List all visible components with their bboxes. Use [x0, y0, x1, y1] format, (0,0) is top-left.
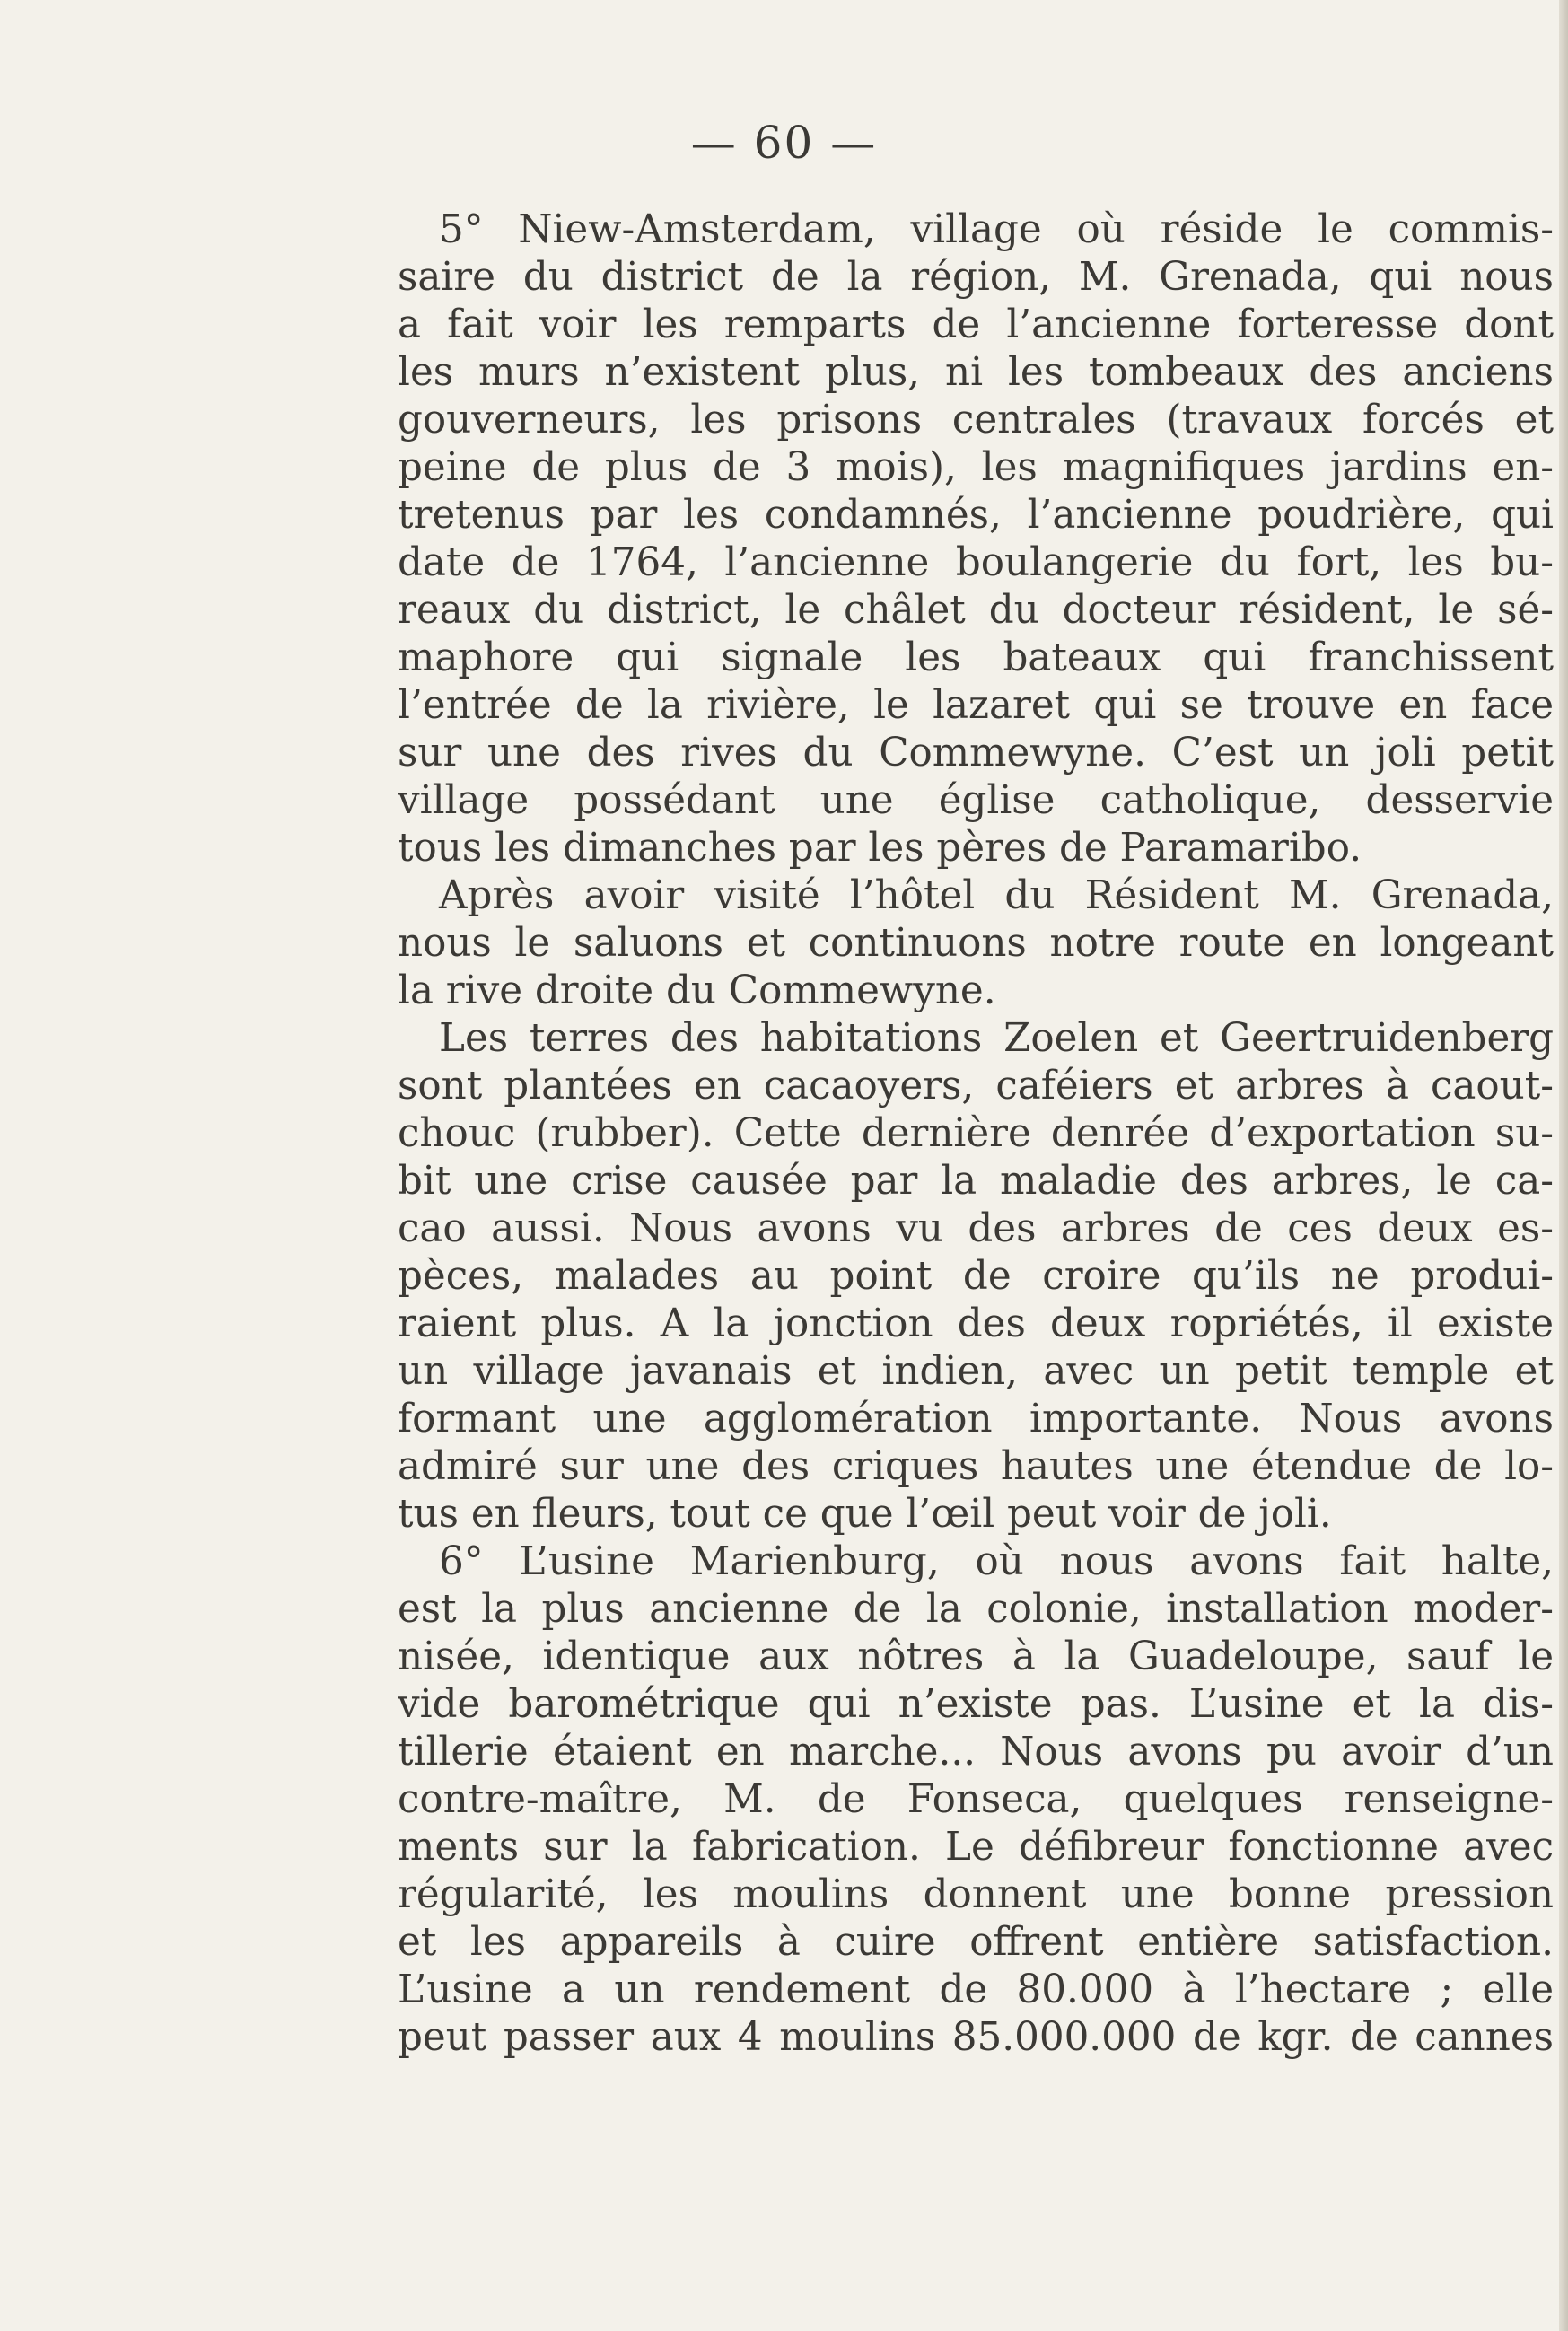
text-line: bit une crise causée par la maladie des arbres, le ca- [398, 1159, 1554, 1204]
text-line: vide barométrique qui n’existe pas. L’usine et la dis- [398, 1682, 1554, 1727]
text-line: nisée, identique aux nôtres à la Guadeloupe, sauf le [398, 1634, 1554, 1679]
text-line: ments sur la fabrication. Le défibreur fonctionne avec [398, 1825, 1554, 1870]
text-line: maphore qui signale les bateaux qui franchissent [398, 635, 1554, 680]
text-line: tillerie étaient en marche... Nous avons pu avoir d’un [398, 1730, 1554, 1775]
text-line: les murs n’existent plus, ni les tombeaux des anciens [398, 350, 1554, 395]
text-line: raient plus. A la jonction des deux ropriétés, il existe [398, 1301, 1554, 1346]
page-edge-shadow [1559, 0, 1568, 2331]
text-line: la rive droite du Commewyne. [398, 968, 996, 1013]
text-line: cao aussi. Nous avons vu des arbres de ces deux es- [398, 1206, 1554, 1251]
text-line: l’entrée de la rivière, le lazaret qui se trouve en face [398, 683, 1554, 728]
text-line: reaux du district, le châlet du docteur résident, le sé- [398, 588, 1554, 633]
text-line: formant une agglomération importante. Nous avons [398, 1397, 1554, 1442]
body-text [398, 206, 1554, 2062]
text-line: un village javanais et indien, avec un petit temple et [398, 1349, 1554, 1394]
text-line: régularité, les moulins donnent une bonne pression [398, 1872, 1554, 1917]
text-line: 6° L’usine Marienburg, où nous avons fait halte, [439, 1539, 1554, 1584]
text-line: peine de plus de 3 mois), les magnifiques jardins en- [398, 445, 1554, 490]
text-line: chouc (rubber). Cette dernière denrée d’exportation su- [398, 1111, 1554, 1156]
text-line: tus en fleurs, tout ce que l’œil peut voir de joli. [398, 1492, 1332, 1537]
text-line: nous le saluons et continuons notre route en longeant [398, 921, 1554, 966]
page-number: — 60 — [690, 117, 878, 169]
text-line: saire du district de la région, M. Grenada, qui nous [398, 255, 1554, 300]
text-line: tous les dimanches par les pères de Paramaribo. [398, 826, 1362, 871]
text-line: Les terres des habitations Zoelen et Geertruidenberg [439, 1016, 1554, 1061]
text-line: sur une des rives du Commewyne. C’est un joli petit [398, 731, 1554, 776]
text-line: tretenus par les condamnés, l’ancienne poudrière, qui [398, 493, 1554, 538]
text-line: pèces, malades au point de croire qu’ils ne produi- [398, 1254, 1554, 1299]
text-line: est la plus ancienne de la colonie, installation moder- [398, 1587, 1554, 1632]
text-line: 5° Niew-Amsterdam, village où réside le commis- [439, 207, 1554, 252]
text-line: gouverneurs, les prisons centrales (travaux forcés et [398, 398, 1554, 443]
text-line: et les appareils à cuire offrent entière satisfaction. [398, 1920, 1554, 1965]
text-line: village possédant une église catholique, desservie [398, 778, 1554, 823]
text-line: a fait voir les remparts de l’ancienne forteresse dont [398, 302, 1554, 347]
text-line: admiré sur une des criques hautes une étendue de lo- [398, 1444, 1554, 1489]
text-line: L’usine a un rendement de 80.000 à l’hectare ; elle [398, 1967, 1554, 2012]
text-line: sont plantées en cacaoyers, caféiers et arbres à caout- [398, 1064, 1554, 1109]
text-line: date de 1764, l’ancienne boulangerie du fort, les bu- [398, 540, 1554, 585]
text-line: contre-maître, M. de Fonseca, quelques renseigne- [398, 1777, 1554, 1822]
text-line: peut passer aux 4 moulins 85.000.000 de kgr. de cannes [398, 2015, 1554, 2060]
text-line: Après avoir visité l’hôtel du Résident M. Grenada, [439, 873, 1554, 918]
